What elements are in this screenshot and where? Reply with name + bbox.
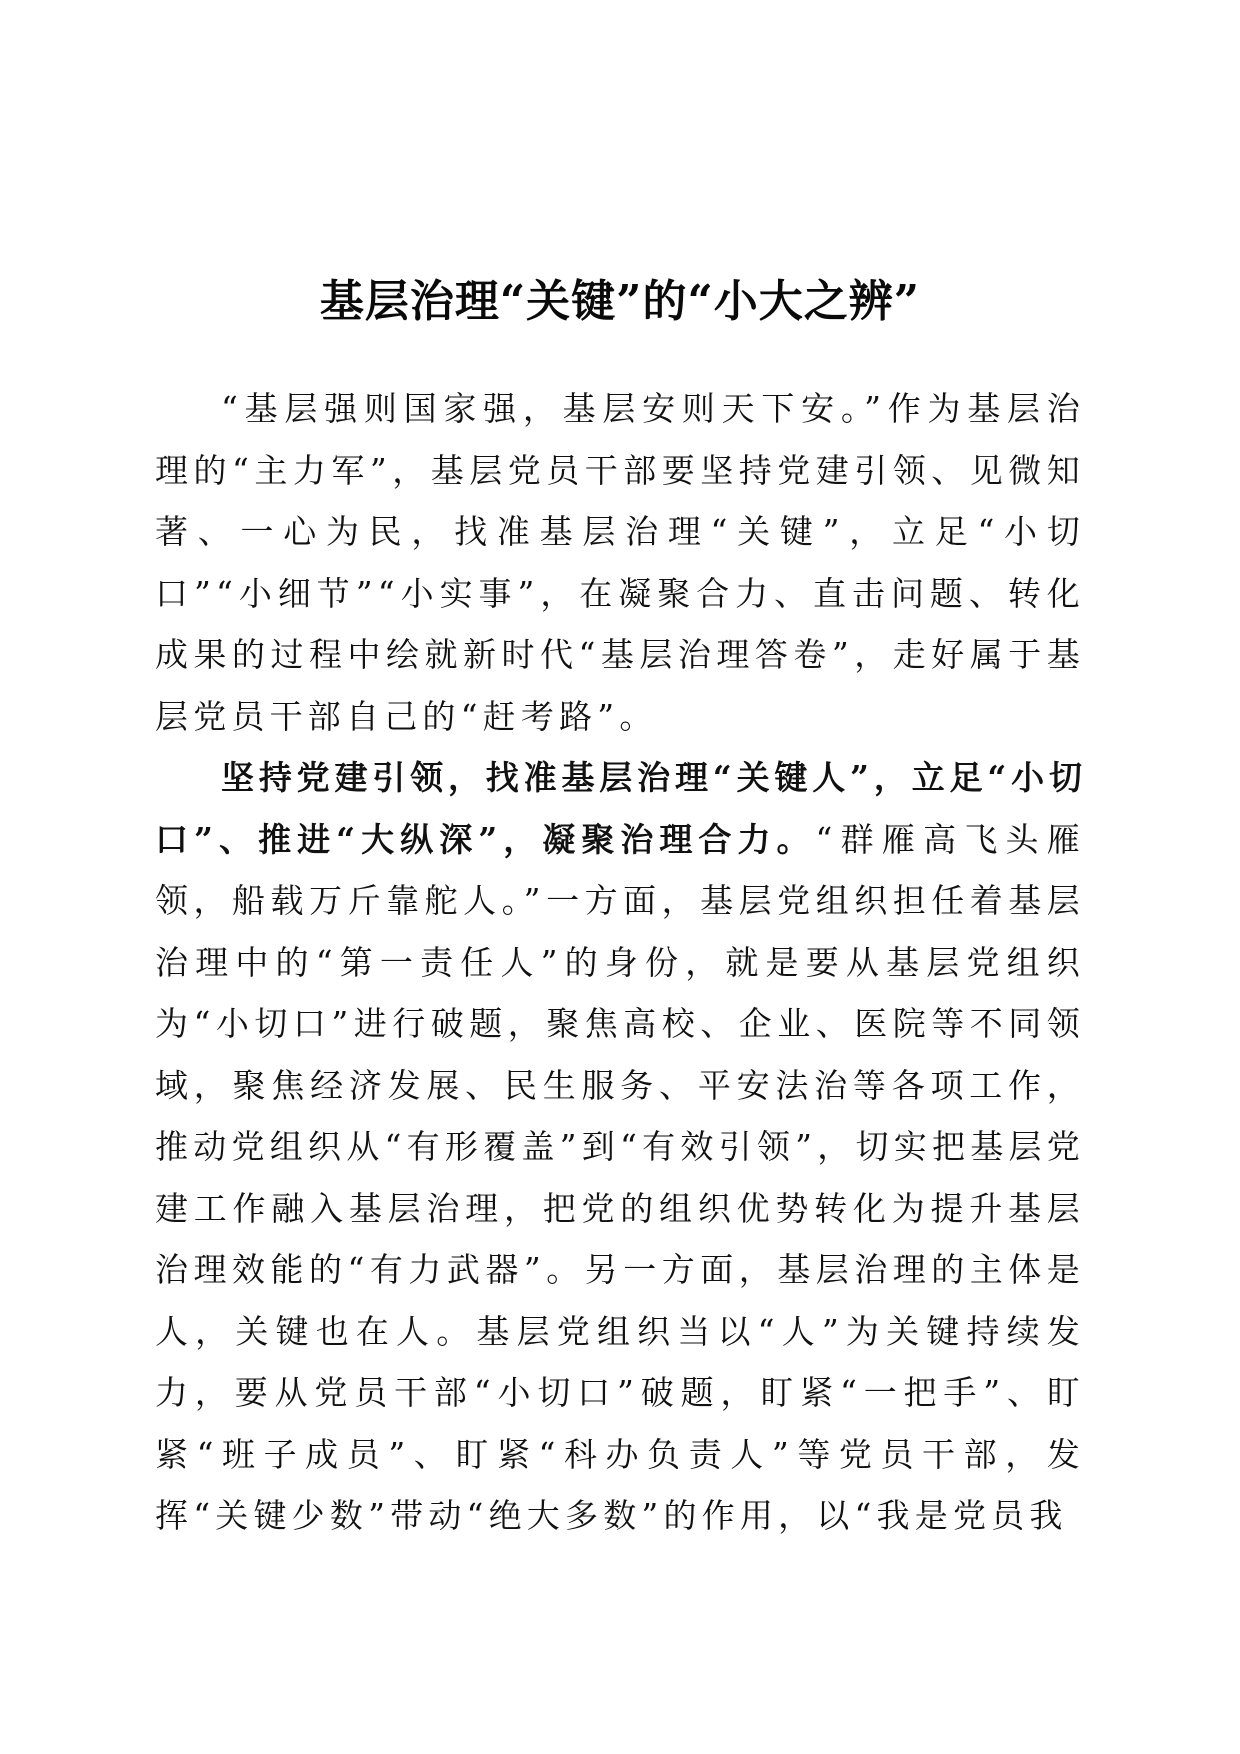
paragraph-text: “基层强则国家强，基层安则天下安。”作为基层治理的“主力军”，基层党员干部要坚持党建引领、见微知著、一心为民，找准基层治理“关键”，立足“小切口”“小细节”“小实事”，在凝聚合力、直击问题、转化成果的过程中绘就新时代“基层治理答卷”，走好属于基层党员干部自己的“赶考路”。 [155,389,1085,736]
paragraph-lead-heading: 坚持党建引领，找准基层治理“关键人”，立足“小切口”、推进“大纵深”，凝聚治理合力。 [155,758,1085,859]
paragraph-text: “群雁高飞头雁领，船载万斤靠舵人。”一方面，基层党组织担任着基层治理中的“第一责任人”的身份，就是要从基层党组织为“小切口”进行破题，聚焦高校、企业、医院等不同领域，聚焦经济发展、民生服务、平安法治等各项工作，推动党组织从“有形覆盖”到“有效引领”，切实把基层党建工作融入基层治理，把党的组织优势转化为提升基层治理效能的“有力武器”。另一方面，基层治理的主体是人，关键也在人。基层党组织当以“人”为关键持续发力，要从党员干部“小切口”破题，盯紧“一把手”、盯紧“班子成员”、盯紧“科办负责人”等党员干部，发挥“关键少数”带动“绝大多数”的作用，以“我是党员我 [155,819,1085,1535]
paragraph-intro [155,378,1085,747]
document-body [155,378,1085,1547]
document-title: 基层治理“关键”的“小大之辨” [319,276,921,328]
paragraph-party-leadership [155,747,1085,1547]
